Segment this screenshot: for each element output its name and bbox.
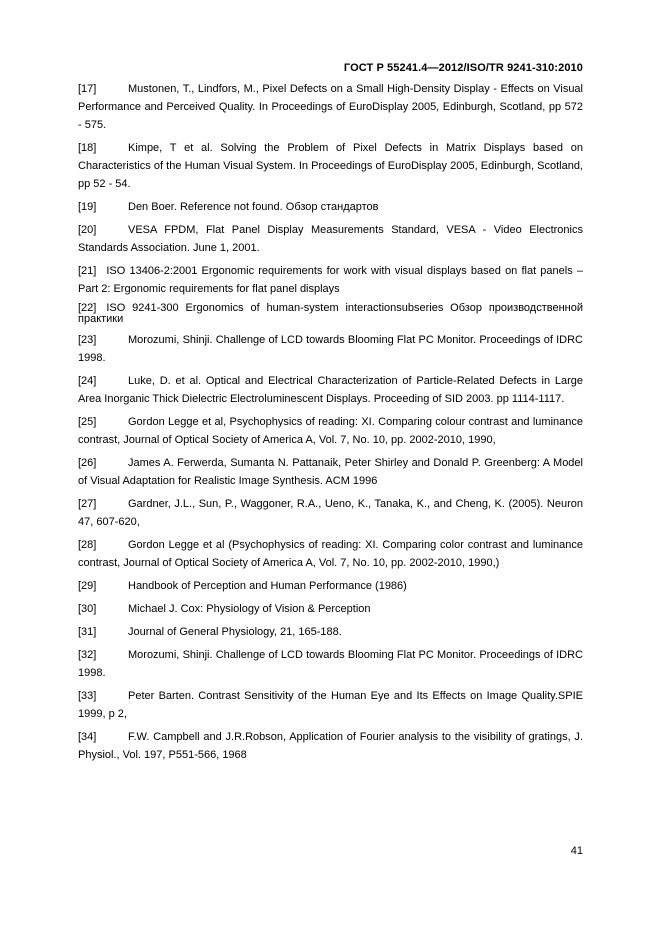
reference-text: F.W. Campbell and J.R.Robson, Application of Fourier analysis to the visibility of gratings, J. Physiol., Vol. 197, P551-566, 1968 — [78, 731, 583, 761]
reference-item — [78, 198, 583, 216]
reference-text: Gardner, J.L., Sun, P., Waggoner, R.A., Ueno, K., Tanaka, K., and Cheng, K. (2005). Neuron 47, 607-620, — [78, 498, 583, 528]
reference-text: Den Boer. Reference not found. Обзор стандартов — [128, 201, 379, 213]
reference-text: Mustonen, T., Lindfors, M., Pixel Defects on a Small High-Density Display - Effects on Visual Performance and Perceived Quality. In Proceedings of EuroDisplay 2005, Edinburgh, Scotland, pp 572 - 575. — [78, 83, 583, 131]
reference-number: [20] — [78, 224, 97, 236]
reference-number: [30] — [78, 603, 97, 615]
reference-item — [78, 372, 583, 408]
reference-number: [24] — [78, 375, 97, 387]
reference-text: Kimpe, T et al. Solving the Problem of Pixel Defects in Matrix Displays based on Characteristics of the Human Visual System. In Proceedings of EuroDisplay 2005, Edinburgh, Scotland, pp 52 - 54. — [78, 142, 583, 190]
reference-number: [34] — [78, 731, 97, 743]
reference-number: [26] — [78, 457, 97, 469]
reference-item — [78, 139, 583, 193]
reference-item — [78, 728, 583, 764]
reference-item — [78, 454, 583, 490]
reference-item — [78, 623, 583, 641]
reference-item — [78, 577, 583, 595]
reference-number: [32] — [78, 649, 97, 661]
reference-number: [29] — [78, 580, 97, 592]
reference-number: [23] — [78, 334, 97, 346]
reference-item — [78, 536, 583, 572]
reference-item — [78, 687, 583, 723]
reference-number: [28] — [78, 539, 97, 551]
reference-text: Gordon Legge et al, Psychophysics of reading: XI. Comparing colour contrast and luminance contrast, Journal of Optical Society of America A, Vol. 7, No. 10, pp. 2002-2010, 1990, — [78, 416, 583, 446]
page-header-doc-id: ГОСТ Р 55241.4—2012/ISO/TR 9241-310:2010 — [343, 62, 583, 74]
reference-text: ISO 9241-300 Ergonomics of human-system interactionsubseries Обзор производственной практики — [78, 302, 583, 325]
reference-item — [78, 413, 583, 449]
reference-number: [18] — [78, 142, 97, 154]
reference-number: [21] — [78, 265, 97, 277]
reference-text: Peter Barten. Contrast Sensitivity of the Human Eye and Its Effects on Image Quality.SPIE 1999, p 2, — [78, 690, 583, 720]
reference-item — [78, 600, 583, 618]
reference-text: Journal of General Physiology, 21, 165-188. — [128, 626, 342, 638]
reference-text: VESA FPDM, Flat Panel Display Measurements Standard, VESA - Video Electronics Standards Association. June 1, 2001. — [78, 224, 583, 254]
reference-item — [78, 495, 583, 531]
reference-item — [78, 221, 583, 257]
reference-text: James A. Ferwerda, Sumanta N. Pattanaik, Peter Shirley and Donald P. Greenberg: A Model of Visual Adaptation for Realistic Image Synthesis. ACM 1996 — [78, 457, 583, 487]
reference-item — [78, 80, 583, 134]
reference-number: [19] — [78, 201, 97, 213]
reference-text: Handbook of Perception and Human Performance (1986) — [128, 580, 407, 592]
reference-number: [22] — [78, 302, 97, 314]
reference-item — [78, 303, 583, 325]
reference-text: Morozumi, Shinji. Challenge of LCD towards Blooming Flat PC Monitor. Proceedings of IDRC 1998. — [78, 334, 583, 364]
reference-item — [78, 262, 583, 298]
reference-item — [78, 331, 583, 367]
page-number: 41 — [570, 845, 583, 857]
reference-number: [31] — [78, 626, 97, 638]
reference-text: Luke, D. et al. Optical and Electrical Characterization of Particle-Related Defects in Large Area Inorganic Thick Dielectric Electroluminescent Displays. Proceeding of SID 2003. pp 1114-1117. — [78, 375, 583, 405]
reference-number: [27] — [78, 498, 97, 510]
reference-text: Morozumi, Shinji. Challenge of LCD towards Blooming Flat PC Monitor. Proceedings of IDRC 1998. — [78, 649, 583, 679]
reference-list — [78, 80, 583, 769]
reference-number: [33] — [78, 690, 97, 702]
reference-text: Gordon Legge et al (Psychophysics of reading: XI. Comparing color contrast and luminance contrast, Journal of Optical Society of America A, Vol. 7, No. 10, pp. 2002-2010, 1990,) — [78, 539, 583, 569]
reference-item — [78, 646, 583, 682]
reference-text: Michael J. Cox: Physiology of Vision & Perception — [128, 603, 371, 615]
reference-number: [17] — [78, 83, 97, 95]
reference-text: ISO 13406-2:2001 Ergonomic requirements for work with visual displays based on flat panels – Part 2: Ergonomic requirements for flat panel displays — [78, 265, 583, 295]
reference-number: [25] — [78, 416, 97, 428]
